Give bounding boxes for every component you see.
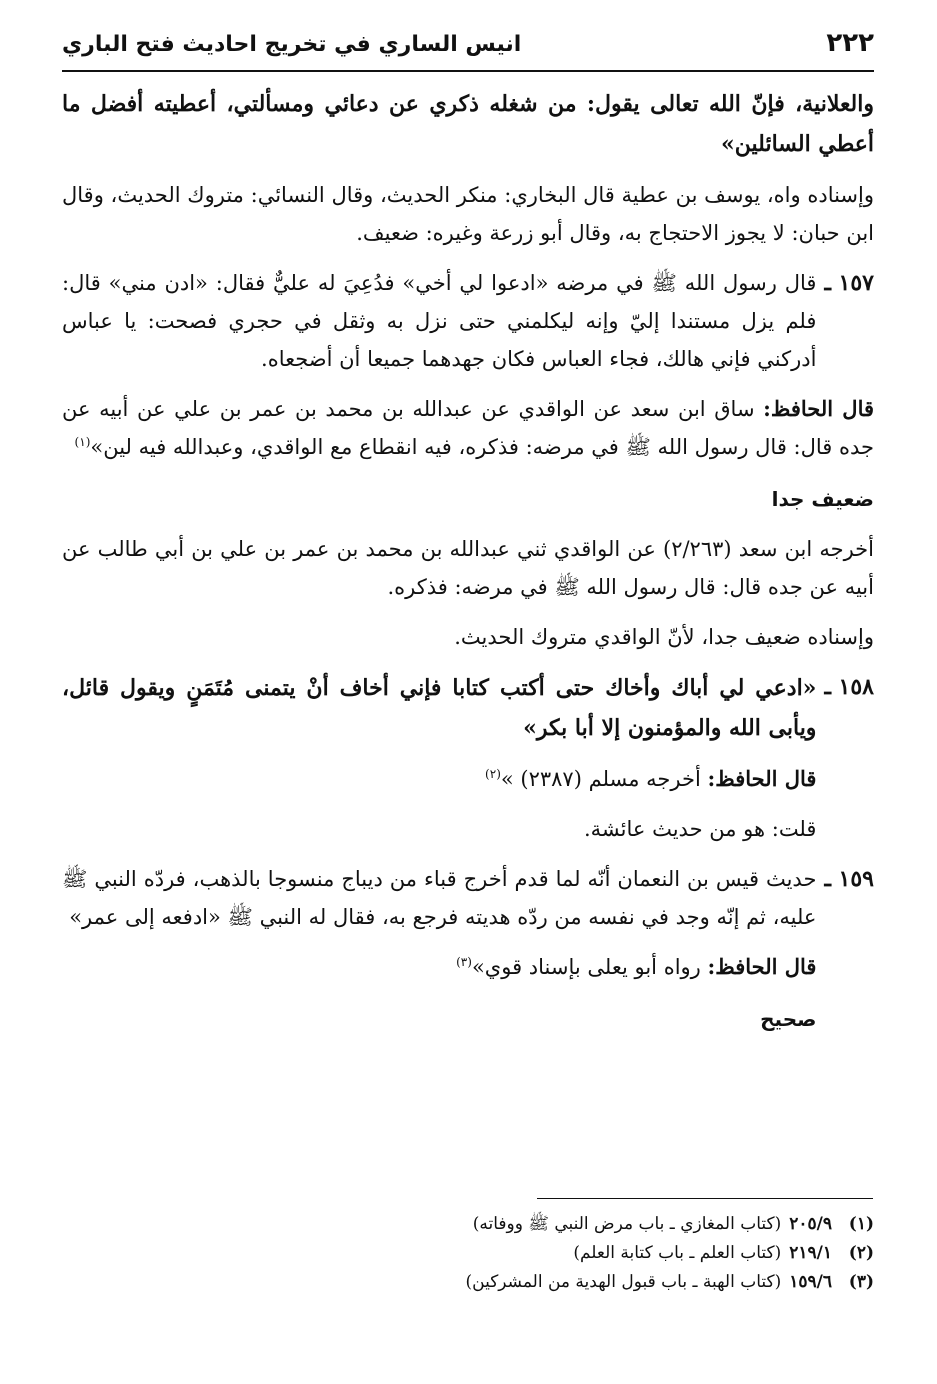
grading-verdict: ضعيف جدا: [771, 487, 874, 511]
footnote-number: (٣): [848, 1272, 874, 1292]
hafiz-text: أخرجه مسلم (٢٣٨٧) »: [500, 767, 701, 791]
hafiz-comment: [62, 390, 874, 466]
footnote-2: [62, 1239, 874, 1268]
footnote-ref: (٢): [485, 767, 501, 781]
page-body: [62, 84, 874, 1038]
hadith-157: [62, 264, 874, 378]
hadith-text: «ادعي لي أباك وأخاك حتى أكتب كتابا فإني أخاف أنْ يتمنى مُتَمَنٍ ويقول قائل، ويأبى الله والمؤمنون إلا أبا بكر»: [62, 675, 817, 741]
page-number: ٢٢٢: [826, 28, 874, 58]
paragraph-hadith-ending: والعلانية، فإنّ الله تعالى يقول: من شغله ذكري عن دعائي ومسألتي، أعطيته أفضل ما أعطي السائلين»: [62, 91, 874, 157]
page-header: [62, 28, 874, 72]
footnote-ref: (٣): [456, 955, 472, 969]
footnote-ref: (١): [74, 435, 91, 449]
footnote-3: [62, 1268, 874, 1297]
hafiz-text: رواه أبو يعلى بإسناد قوي»: [471, 955, 701, 979]
hafiz-text: ساق ابن سعد عن الواقدي عن عبدالله بن محمد بن عمر بن علي عن أبيه عن جده قال: قال رسول الله ﷺ في مرضه: فذكره، فيه انقطاع مع الواقدي، وعبدالله فيه لين»: [62, 397, 874, 459]
footnote-reference: ١٥٩/٦: [789, 1272, 832, 1292]
hafiz-comment: [62, 948, 816, 986]
running-title: انيس الساري في تخريج احاديث فتح الباري: [62, 32, 522, 57]
footnote-divider: [537, 1198, 873, 1199]
grading-verdict: صحيح: [760, 1007, 817, 1031]
hadith-number: ١٥٩ ـ: [824, 866, 874, 892]
hadith-number: ١٥٨ ـ: [824, 674, 874, 700]
hafiz-comment: [62, 760, 816, 798]
footnotes: [62, 1210, 874, 1297]
footnote-text: (كتاب الهبة ـ باب قبول الهدية من المشركين): [465, 1272, 782, 1292]
footnote-number: (١): [848, 1214, 874, 1234]
hadith-158: [62, 668, 874, 848]
hafiz-label: قال الحافظ:: [707, 766, 817, 791]
footnote-1: [62, 1210, 874, 1239]
footnote-reference: ٢٠٥/٩: [789, 1214, 832, 1234]
paragraph-isnad-note: وإسناده واه، يوسف بن عطية قال البخاري: منكر الحديث، وقال النسائي: متروك الحديث، وقال ابن حبان: لا يجوز الاحتجاج به، وقال أبو زرعة وغيره: ضعيف.: [62, 183, 874, 245]
footnote-reference: ٢١٩/١: [789, 1243, 832, 1263]
hadith-text: حديث قيس بن النعمان أنّه لما قدم أخرج قباء من ديباج منسوجا بالذهب، فردّه النبي ﷺ عليه، ثم إنّه وجد في نفسه من ردّه هديته فرجع به، فقال له النبي ﷺ «ادفعه إلى عمر»: [62, 867, 817, 929]
note-paragraph: قلت: هو من حديث عائشة.: [583, 817, 817, 841]
hadith-number: ١٥٧ ـ: [824, 270, 874, 296]
footnote-text: (كتاب المغازي ـ باب مرض النبي ﷺ ووفاته): [472, 1214, 782, 1234]
hadith-159: [62, 860, 874, 1038]
takhrij-paragraph: أخرجه ابن سعد (٢/٢٦٣) عن الواقدي ثني عبدالله بن محمد بن عمر بن علي بن أبي طالب عن أبيه عن جده قال: قال رسول الله ﷺ في مرضه: فذكره.: [62, 537, 874, 599]
footnote-number: (٢): [848, 1243, 874, 1263]
document-page: [62, 28, 874, 1038]
footnote-text: (كتاب العلم ـ باب كتابة العلم): [573, 1243, 782, 1263]
hafiz-label: قال الحافظ:: [707, 954, 817, 979]
hadith-text: قال رسول الله ﷺ في مرضه «ادعوا لي أخي» فدُعِيَ له عليٌّ فقال: «ادن مني» قال: فلم يزل مستندا إليّ وإنه ليكلمني حتى نزل به وثقل في حجري فصحت: يا عباس أدركني فإني هالك، فجاء العباس فكان جهدهما جميعا أن أضجعاه.: [62, 271, 817, 371]
isnad-paragraph: وإسناده ضعيف جدا، لأنّ الواقدي متروك الحديث.: [454, 625, 874, 649]
hafiz-label: قال الحافظ:: [763, 396, 875, 421]
